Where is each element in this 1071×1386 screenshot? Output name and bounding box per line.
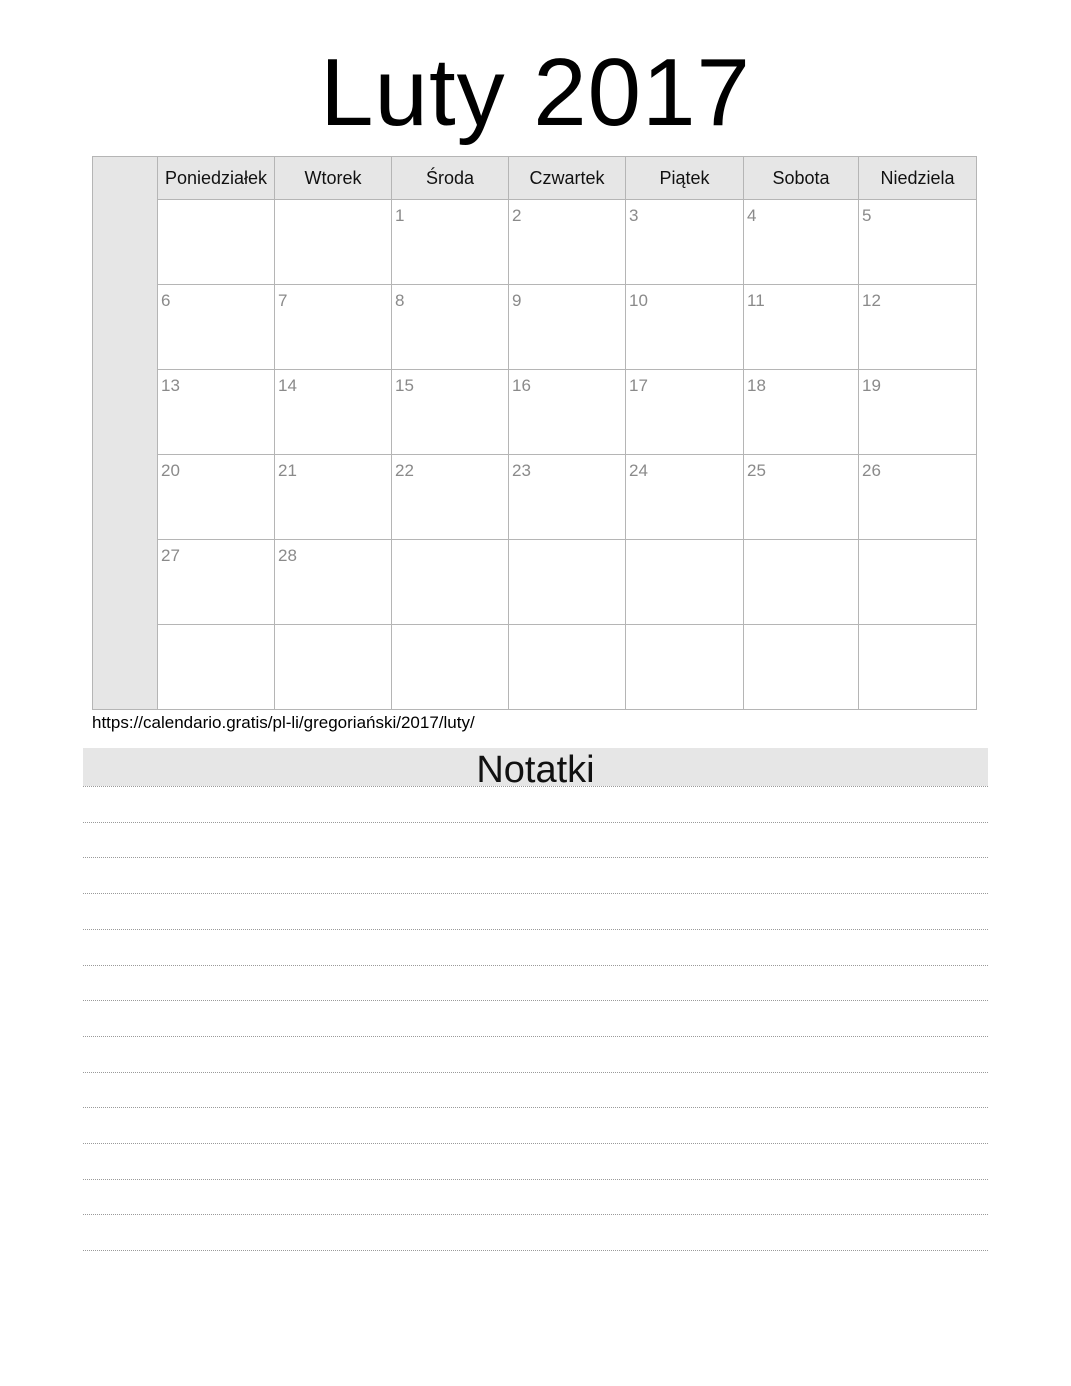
day-cell xyxy=(275,200,392,284)
note-line xyxy=(83,1107,988,1108)
day-cell xyxy=(744,455,859,539)
day-cell xyxy=(275,370,392,454)
week-row xyxy=(158,540,976,625)
day-number: 26 xyxy=(862,461,881,480)
day-cell xyxy=(626,540,744,624)
day-cell xyxy=(158,285,275,369)
day-number: 1 xyxy=(395,206,405,225)
day-cell xyxy=(392,455,509,539)
day-number: 10 xyxy=(629,291,648,310)
day-number: 7 xyxy=(278,291,288,310)
day-number: 15 xyxy=(395,376,414,395)
day-cell xyxy=(275,540,392,624)
note-line xyxy=(83,1072,988,1073)
week-row xyxy=(158,370,976,455)
day-cell xyxy=(859,540,976,624)
day-cell xyxy=(509,540,626,624)
day-cell xyxy=(859,370,976,454)
day-number: 3 xyxy=(629,206,639,225)
calendar-days xyxy=(158,200,976,709)
day-number: 19 xyxy=(862,376,881,395)
day-number: 13 xyxy=(161,376,180,395)
day-cell xyxy=(626,625,744,709)
day-cell xyxy=(392,370,509,454)
day-number: 4 xyxy=(747,206,757,225)
day-number: 20 xyxy=(161,461,180,480)
note-line xyxy=(83,1250,988,1251)
day-cell xyxy=(626,455,744,539)
day-number: 25 xyxy=(747,461,766,480)
day-cell xyxy=(744,285,859,369)
week-row xyxy=(158,200,976,285)
day-number: 16 xyxy=(512,376,531,395)
day-cell xyxy=(859,455,976,539)
page-title: Luty 2017 xyxy=(320,39,751,146)
weekday-header: Poniedziałek xyxy=(158,157,275,199)
day-cell xyxy=(509,370,626,454)
day-cell xyxy=(509,200,626,284)
note-line xyxy=(83,1214,988,1215)
day-number: 11 xyxy=(747,291,765,310)
day-cell xyxy=(744,625,859,709)
notes-title: Notatki xyxy=(83,748,988,786)
day-cell xyxy=(509,625,626,709)
day-number: 8 xyxy=(395,291,405,310)
day-number: 9 xyxy=(512,291,522,310)
week-number-column xyxy=(93,157,158,709)
day-cell xyxy=(275,625,392,709)
day-number: 17 xyxy=(629,376,648,395)
week-row xyxy=(158,625,976,709)
day-cell xyxy=(158,455,275,539)
day-cell xyxy=(859,285,976,369)
day-cell xyxy=(626,370,744,454)
day-cell xyxy=(744,200,859,284)
day-number: 27 xyxy=(161,546,180,565)
week-row xyxy=(158,455,976,540)
note-line xyxy=(83,929,988,930)
note-line xyxy=(83,1000,988,1001)
weekday-header: Niedziela xyxy=(880,168,955,188)
note-line xyxy=(83,1143,988,1144)
day-cell xyxy=(158,540,275,624)
day-number: 21 xyxy=(278,461,297,480)
day-cell xyxy=(509,455,626,539)
week-row xyxy=(158,285,976,370)
day-cell xyxy=(275,455,392,539)
day-cell xyxy=(859,200,976,284)
weekday-header: Czwartek xyxy=(509,157,626,199)
day-cell xyxy=(392,540,509,624)
day-number: 22 xyxy=(395,461,414,480)
day-number: 28 xyxy=(278,546,297,565)
day-cell xyxy=(859,625,976,709)
note-line xyxy=(83,893,988,894)
source-url: https://calendario.gratis/pl-li/gregoriański/2017/luty/ xyxy=(92,713,475,732)
note-line xyxy=(83,965,988,966)
note-line xyxy=(83,1036,988,1037)
day-cell xyxy=(158,625,275,709)
note-line xyxy=(83,786,988,787)
day-cell xyxy=(509,285,626,369)
day-cell xyxy=(744,370,859,454)
day-cell xyxy=(158,370,275,454)
day-cell xyxy=(744,540,859,624)
day-number: 12 xyxy=(862,291,881,310)
day-cell xyxy=(158,200,275,284)
day-number: 2 xyxy=(512,206,522,225)
day-cell xyxy=(275,285,392,369)
calendar-grid xyxy=(92,156,977,710)
day-number: 14 xyxy=(278,376,297,395)
note-line xyxy=(83,857,988,858)
weekday-header: Piątek xyxy=(626,157,744,199)
note-line xyxy=(83,822,988,823)
weekday-header: Sobota xyxy=(744,157,859,199)
weekday-header: Środa xyxy=(392,157,509,199)
note-line xyxy=(83,1179,988,1180)
day-number: 5 xyxy=(862,206,872,225)
day-cell xyxy=(392,200,509,284)
weekday-header-row xyxy=(158,157,976,200)
day-cell xyxy=(626,200,744,284)
day-number: 6 xyxy=(161,291,171,310)
day-number: 18 xyxy=(747,376,766,395)
day-cell xyxy=(392,285,509,369)
day-number: 23 xyxy=(512,461,531,480)
day-cell xyxy=(392,625,509,709)
weekday-header: Wtorek xyxy=(275,157,392,199)
day-number: 24 xyxy=(629,461,648,480)
day-cell xyxy=(626,285,744,369)
